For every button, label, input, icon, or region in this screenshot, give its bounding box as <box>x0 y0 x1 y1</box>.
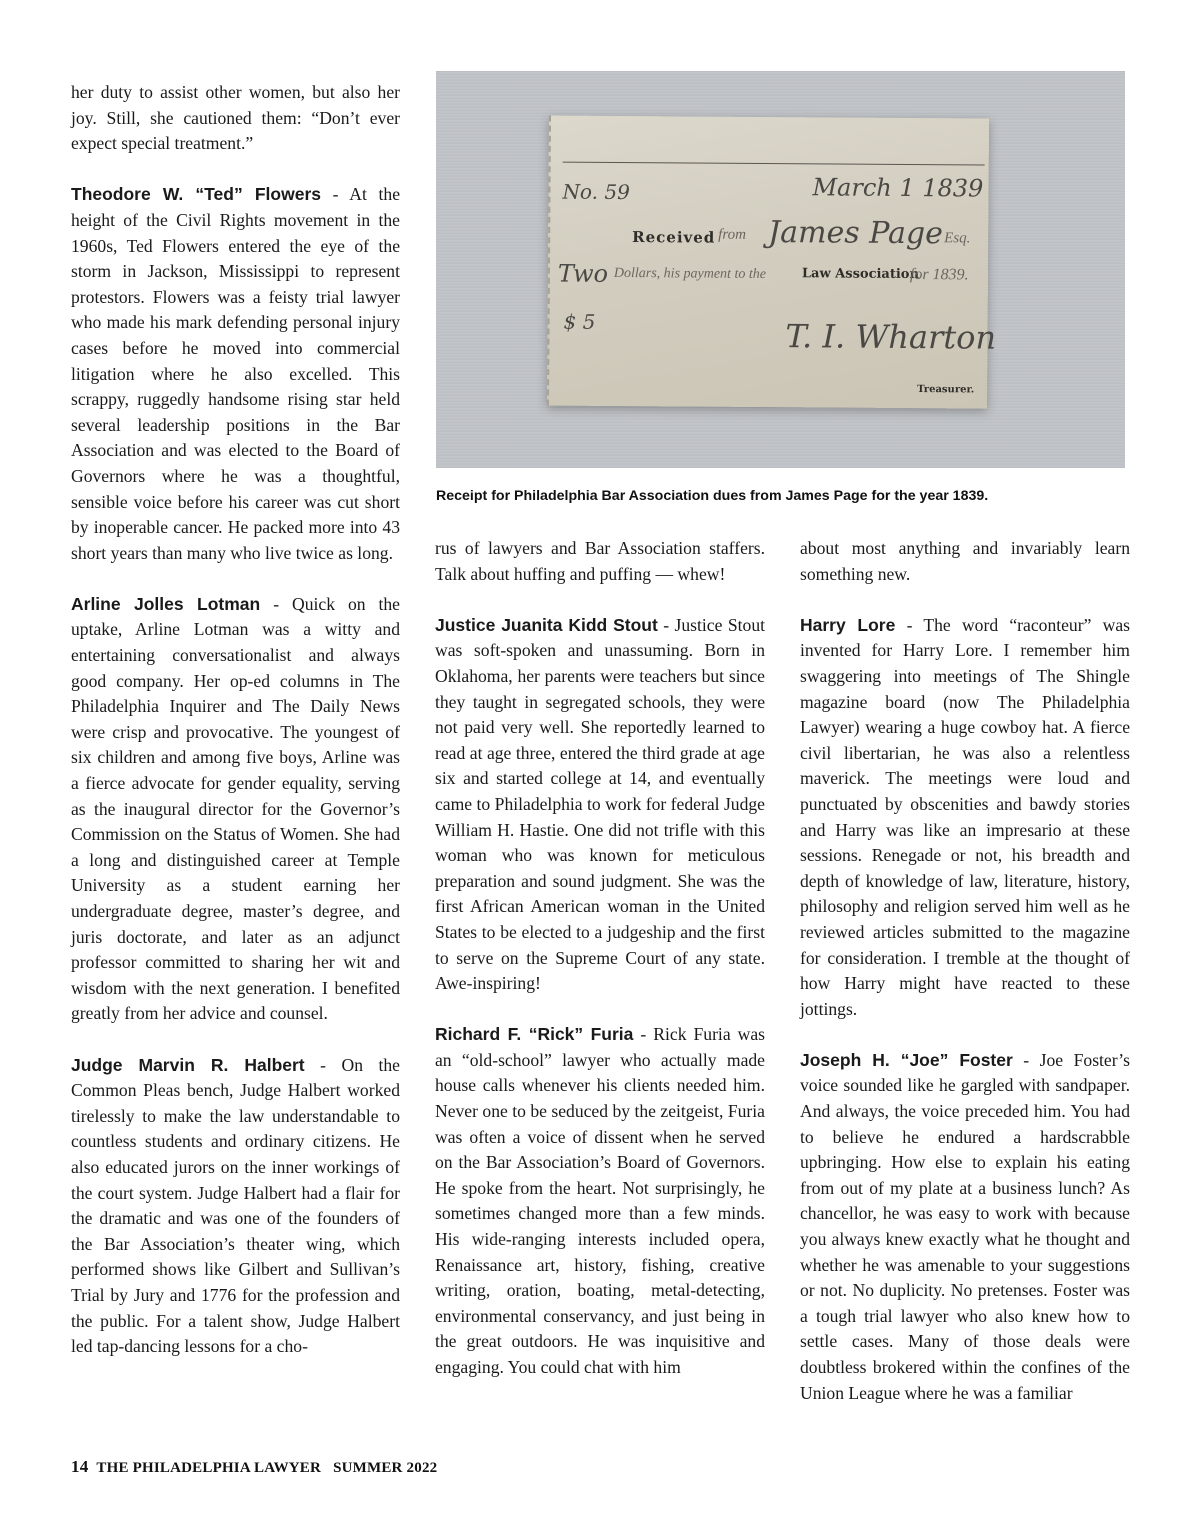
receipt-received-label: Received <box>632 228 716 247</box>
profile-text: - At the height of the Civil Rights movement in the 1960s, Ted Flowers entered the eye of the storm in Jackson, Mississippi to represent protestors. Flowers was a feisty trial lawyer who made his mark defending personal injury cases before he moved into commercial litigation where he also excelled. This scrappy, ruggedly handsome rising star held several leadership positions in the Bar Association and was elected to the Board of Governors where he was a thoughtful, sensible voice before his career was cut short by inoperable cancer. He packed more into 43 short years than many who live twice as long. <box>71 184 400 563</box>
profile-text: - Rick Furia was an “old-school” lawyer who actually made house calls whenever his clients needed him. Never one to be seduced by the zeitgeist, Furia was often a voice of dissent when he served on the Bar Association’s Board of Governors. He spoke from the heart. Not surprisingly, he sometimes changed more than a few minds. His wide-ranging interests included opera, Renaissance art, history, fishing, creative writing, oration, boating, metal-detecting, environmental conservancy, and just being in the great outdoors. He was inquisitive and engaging. You could chat with him <box>435 1024 765 1377</box>
profile-joe-foster <box>800 1048 1130 1406</box>
profile-marvin-halbert <box>71 1053 400 1360</box>
receipt-treasurer: Treasurer. <box>917 384 975 396</box>
column-2-intro: rus of lawyers and Bar Association staffers. Talk about huffing and puffing — whew! <box>435 538 765 584</box>
receipt-paper <box>547 115 997 408</box>
receipt-for-text: for 1839. <box>909 265 969 284</box>
column-1-intro: her duty to assist other women, but also her joy. Still, she cautioned them: “Don’t ever expect special treatment.” <box>71 82 400 154</box>
receipt-signature: T. I. Wharton <box>785 317 997 357</box>
receipt-date: March 1 1839 <box>812 173 984 203</box>
receipt-photo <box>436 71 1125 468</box>
receipt-dollars-text: Dollars, his payment to the <box>613 265 767 282</box>
profile-harry-lore <box>800 613 1130 1023</box>
profile-name: Joseph H. “Joe” Foster <box>800 1049 1013 1070</box>
profile-text: - On the Common Pleas bench, Judge Halbert worked tirelessly to make the law understandable to countless students and ordinary citizens. He also educated jurors on the inner workings of the court system. Judge Halbert had a flair for the dramatic and was one of the founders of the Bar Association’s theater wing, which performed shows like Gilbert and Sullivan’s Trial by Jury and 1776 for the profession and the public. For a talent show, Judge Halbert led tap-dancing lessons for a cho- <box>71 1054 400 1357</box>
text-column-2 <box>435 536 765 1381</box>
photo-caption: Receipt for Philadelphia Bar Association dues from James Page for the year 1839. <box>436 488 989 504</box>
profile-name: Richard F. “Rick” Furia <box>435 1024 634 1045</box>
issue-label: SUMMER 2022 <box>333 1460 438 1476</box>
text-column-1 <box>71 80 400 1360</box>
profile-name: Justice Juanita Kidd Stout <box>435 614 658 635</box>
profile-name: Harry Lore <box>800 614 896 635</box>
magazine-title: THE PHILADELPHIA LAWYER <box>96 1460 322 1476</box>
column-3-intro: about most anything and invariably learn something new. <box>800 538 1130 584</box>
receipt-association: Law Association <box>801 266 919 283</box>
receipt-esq: Esq. <box>944 230 971 247</box>
page-number: 14 <box>71 1457 89 1476</box>
profile-ted-flowers <box>71 182 400 566</box>
receipt-amount-words: Two <box>557 259 609 288</box>
page-footer <box>71 1457 437 1477</box>
receipt-from-name: James Page <box>768 215 944 252</box>
profile-text: - Quick on the uptake, Arline Lotman was a witty and entertaining conversationalist and always good company. Her op-ed columns in The Philadelphia Inquirer and The Daily News were crisp and provocative. The youngest of six children and among five boys, Arline was a fierce advocate for gender equality, serving as the inaugural director for the Governor’s Commission on the Status of Women. She had a long and distinguished career at Temple University as a student earning her undergraduate degree, master’s degree, and juris doctorate, and later as an adjunct professor committed to sharing her wit and wisdom with the next generation. I benefited greatly from her advice and counsel. <box>71 593 400 1024</box>
receipt-from-label: from <box>718 226 747 243</box>
profile-text: - The word “raconteur” was invented for Harry Lore. I remember him swaggering into meetings of The Shingle magazine board (now The Philadelphia Lawyer) wearing a huge cowboy hat. A fierce civil libertarian, he was also a relentless maverick. The meetings were loud and punctuated by obscenities and bawdy stories and Harry was like an impresario at these sessions. Renegade or not, his breadth and depth of knowledge of law, literature, history, philosophy and religion served him well as he reviewed articles submitted to the magazine for consideration. I tremble at the thought of how Harry might have reacted to these jottings. <box>800 614 1130 1019</box>
profile-text: - Justice Stout was soft-spoken and unassuming. Born in Oklahoma, her parents were teachers but since they taught in segregated schools, they were not paid very well. She reportedly learned to read at age three, entered the third grade at age six and started college at 14, and eventually came to Philadelphia to work for federal Judge William H. Hastie. One did not trifle with this woman who was known for meticulous preparation and sound judgment. She was the first African American woman in the United States to be elected to a judgeship and the first to serve on the Supreme Court of any state. Awe-inspiring! <box>435 614 765 994</box>
profile-rick-furia <box>435 1022 765 1380</box>
profile-name: Theodore W. “Ted” Flowers <box>71 184 321 205</box>
text-column-3 <box>800 536 1130 1406</box>
receipt-number: No. 59 <box>562 179 630 205</box>
profile-juanita-stout <box>435 613 765 997</box>
profile-name: Judge Marvin R. Halbert <box>71 1054 305 1075</box>
profile-arline-lotman <box>71 592 400 1027</box>
receipt-amount-figure: $ 5 <box>563 309 596 334</box>
profile-text: - Joe Foster’s voice sounded like he gargled with sandpaper. And always, the voice preceded him. You had to believe he endured a hardscrabble upbringing. How else to explain his eating from out of my plate at a business lunch? As chancellor, he was easy to work with because you always knew exactly what he thought and whether he was amenable to your suggestions or not. No duplicity. No pretenses. Foster was a tough trial lawyer who also knew how to settle cases. Many of those deals were doubtless brokered within the confines of the Union League where he was a familiar <box>800 1049 1130 1403</box>
receipt-rule <box>563 162 985 166</box>
profile-name: Arline Jolles Lotman <box>71 593 261 614</box>
